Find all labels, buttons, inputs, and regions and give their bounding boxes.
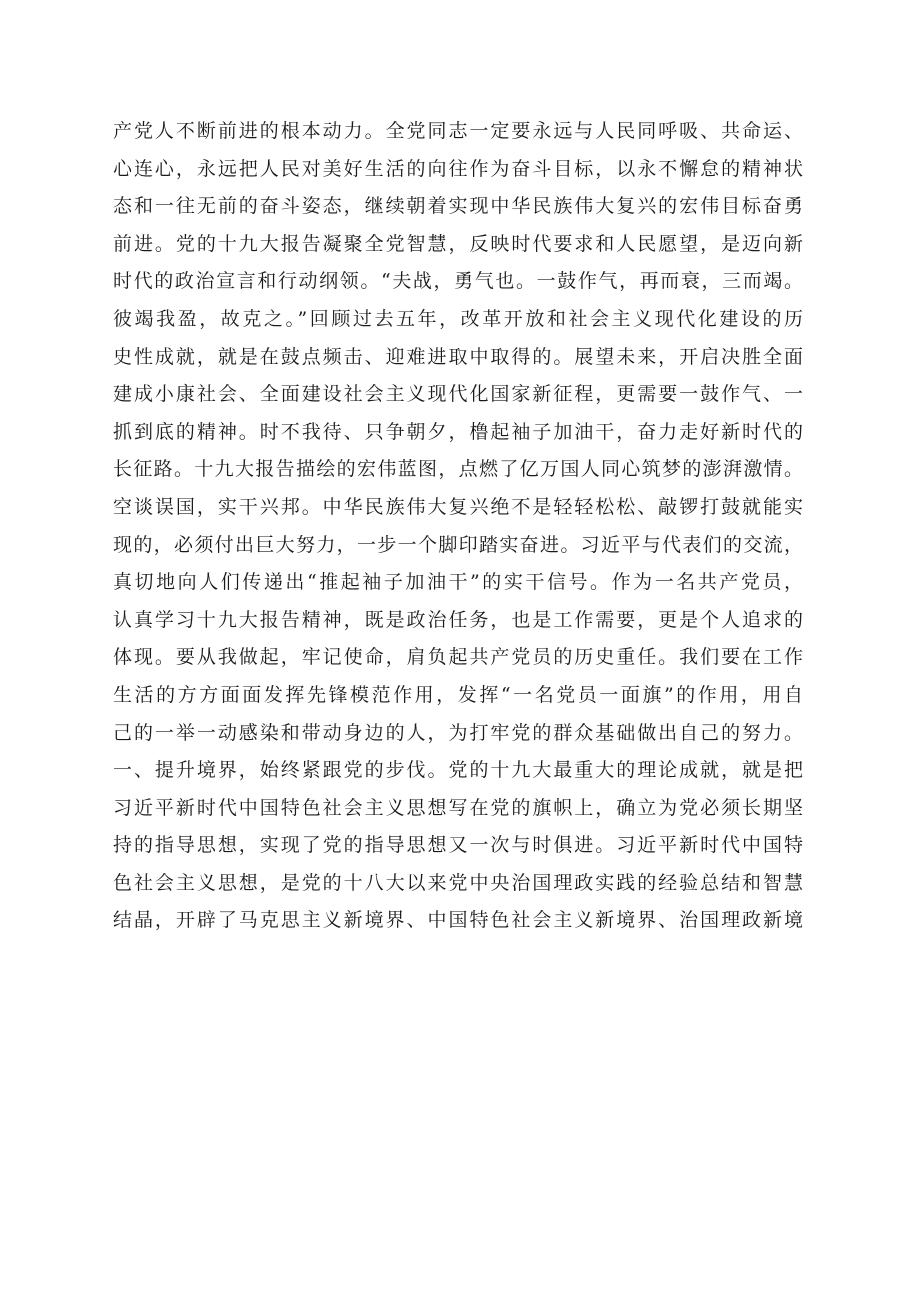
text-line: 空谈误国，实干兴邦。中华民族伟大复兴绝不是轻轻松松、敲锣打鼓就能实	[113, 495, 803, 518]
text-line: 产党人不断前进的根本动力。全党同志一定要永远与人民同呼吸、共命运、	[113, 120, 803, 142]
text-line: 持的指导思想，实现了党的指导思想又一次与时俱进。习近平新时代中国特	[113, 834, 803, 857]
text-line: 长征路。十九大报告描绘的宏伟蓝图，点燃了亿万国人同心筑梦的澎湃激情。	[113, 458, 803, 481]
text-line: 态和一往无前的奋斗姿态，继续朝着实现中华民族伟大复兴的宏伟目标奋勇	[113, 195, 803, 218]
text-line: 色社会主义思想，是党的十八大以来党中央治国理政实践的经验总结和智慧	[113, 871, 803, 894]
text-line: 一、提升境界，始终紧跟党的步伐。党的十九大最重大的理论成就，就是把	[113, 759, 803, 782]
text-line: 真切地向人们传递出“推起袖子加油干”的实干信号。作为一名共产党员，	[113, 571, 803, 594]
text-line: 建成小康社会、全面建设社会主义现代化国家新征程，更需要一鼓作气、一	[113, 383, 803, 406]
body-text	[113, 113, 803, 940]
text-line: 习近平新时代中国特色社会主义思想写在党的旗帜上，确立为党必须长期坚	[113, 796, 803, 819]
text-line: 时代的政治宣言和行动纲领。“夫战，勇气也。一鼓作气，再而衰，三而竭。	[113, 270, 803, 293]
text-line: 心连心，永远把人民对美好生活的向往作为奋斗目标，以永不懈怠的精神状	[113, 157, 803, 180]
text-line: 体现。要从我做起，牢记使命，肩负起共产党员的历史重任。我们要在工作	[113, 646, 803, 669]
text-line: 前进。党的十九大报告凝聚全党智慧，反映时代要求和人民愿望，是迈向新	[113, 232, 803, 255]
text-line: 抓到底的精神。时不我待、只争朝夕，橹起袖子加油干，奋力走好新时代的	[113, 420, 803, 443]
text-line: 生活的方方面面发挥先锋模范作用，发挥“一名党员一面旗”的作用，用自	[113, 683, 803, 706]
text-line: 彼竭我盈，故克之。”回顾过去五年，改革开放和社会主义现代化建设的历	[113, 307, 803, 330]
text-line: 结晶，开辟了马克思主义新境界、中国特色社会主义新境界、治国理政新境	[113, 909, 803, 932]
text-line: 史性成就，就是在鼓点频击、迎难进取中取得的。展望未来，开启决胜全面	[113, 345, 803, 368]
text-line: 现的，必须付出巨大努力，一步一个脚印踏实奋进。习近平与代表们的交流，	[113, 533, 803, 556]
text-line: 认真学习十九大报告精神，既是政治任务，也是工作需要，更是个人追求的	[113, 608, 803, 631]
text-line: 己的一举一动感染和带动身边的人，为打牢党的群众基础做出自己的努力。	[113, 721, 803, 744]
